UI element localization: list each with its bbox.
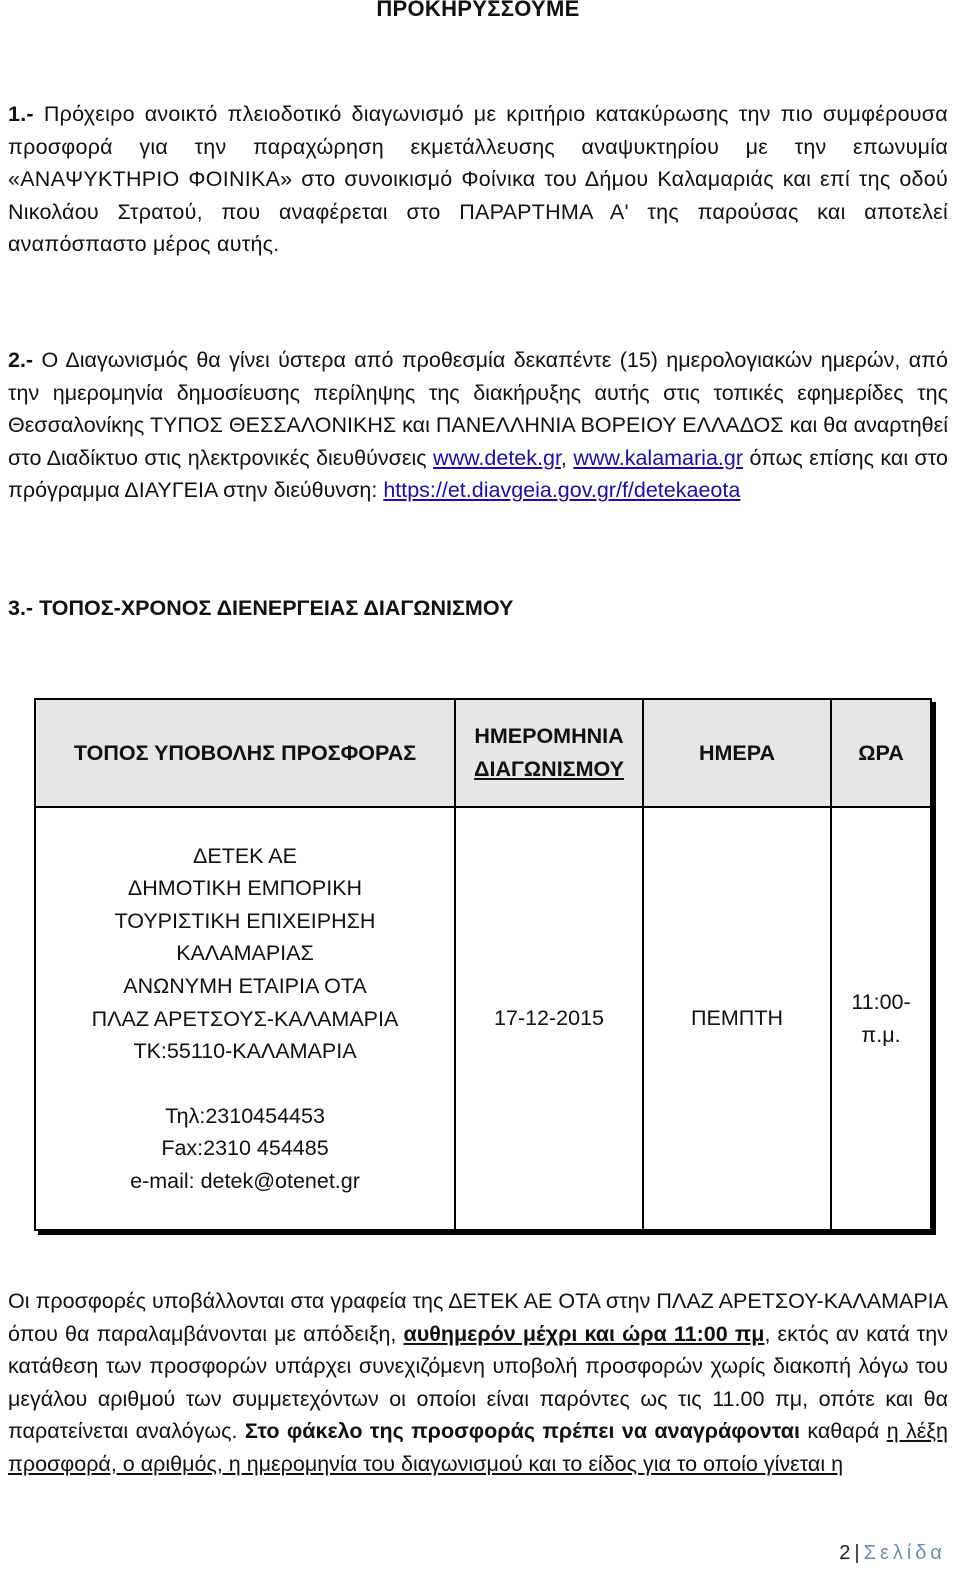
page-title: ΠΡΟΚΗΡΥΣΣΟΥΜΕ <box>376 0 580 21</box>
link-detek[interactable]: www.detek.gr <box>433 445 561 470</box>
place-line: ΚΑΛΑΜΑΡΙΑΣ <box>176 941 314 966</box>
footer-page-word: Σελίδα <box>863 1542 946 1564</box>
contact-phone: Τηλ:2310454453 <box>165 1103 325 1128</box>
header-place: ΤΟΠΟΣ ΥΠΟΒΟΛΗΣ ΠΡΟΣΦΟΡΑΣ <box>35 699 455 807</box>
section-4-text-3: καθαρά <box>807 1419 880 1444</box>
place-line: ΔΗΜΟΤΙΚΗ ΕΜΠΟΡΙΚΗ <box>127 876 363 901</box>
link-comma: , <box>560 445 567 470</box>
cell-time <box>831 807 931 1230</box>
section-3-heading: 3.- ΤΟΠΟΣ-ΧΡΟΝΟΣ ΔΙΕΝΕΡΓΕΙΑΣ ΔΙΑΓΩΝΙΣΜΟΥ <box>8 596 514 620</box>
header-date-line-1: ΗΜΕΡΟΜΗΝΙΑ <box>474 724 624 749</box>
section-4-text-1: Οι προσφορές υποβάλλονται στα γραφεία της ΔΕΤΕΚ ΑΕ ΟΤΑ στην ΠΛΑΖ ΑΡΕΤΣΟΥ-ΚΑΛΑΜΑΡΙΑ όπου θα παραλαμβάνονται με απόδειξη, <box>8 1289 948 1346</box>
section-4-bold: Στο φάκελο της προσφοράς πρέπει να αναγράφονται <box>244 1419 800 1444</box>
section-4-paragraph <box>8 1285 948 1481</box>
cell-place <box>35 807 455 1230</box>
section-2-number: 2.- <box>8 348 34 372</box>
table-header-row <box>35 699 931 807</box>
link-diavgeia[interactable]: https://et.diavgeia.gov.gr/f/detekaeota <box>383 478 741 503</box>
table-row <box>35 807 931 1230</box>
section-2-text-2: όπως επίσης και στο πρόγραμμα ΔΙΑΥΓΕΙΑ στην διεύθυνση: <box>8 445 948 503</box>
cell-date: 17-12-2015 <box>455 807 643 1230</box>
cell-day: ΠΕΜΠΤΗ <box>643 807 831 1230</box>
footer-separator: | <box>854 1542 860 1564</box>
section-2-text: Ο Διαγωνισμός θα γίνει ύστερα από προθεσμία δεκαπέντε (15) ημερολογιακών ημερών, από την ημερομηνία δημοσίευσης περίληψης της διακήρυξης αυτής στις τοπικές εφημερίδες της Θεσσαλονίκης ΤΥΠΟΣ ΘΕΣΣΑΛΟΝΙΚΗΣ και ΠΑΝΕΛΛΗΝΙΑ ΒΟΡΕΙΟΥ ΕΛΛΑΔΟΣ και θα αναρτηθεί στο Διαδίκτυο στις ηλεκτρονικές διευθύνσεις <box>8 348 948 470</box>
place-line: ΔΕΤΕΚ ΑΕ <box>193 843 297 868</box>
section-4-deadline: αυθημερόν μέχρι και ώρα 11:00 πμ <box>403 1321 765 1346</box>
page-number: 2 <box>839 1542 851 1564</box>
header-date-line-2: ΔΙΑΓΩΝΙΣΜΟΥ <box>474 757 624 781</box>
contact-email: e-mail: detek@otenet.gr <box>130 1168 360 1193</box>
header-day: ΗΜΕΡΑ <box>643 699 831 807</box>
place-line: ΠΛΑΖ ΑΡΕΤΣΟΥΣ-ΚΑΛΑΜΑΡΙΑ <box>91 1006 399 1031</box>
page-footer <box>839 1538 946 1568</box>
place-line: ΑΝΩΝΥΜΗ ΕΤΑΙΡΙΑ ΟΤΑ <box>123 973 367 998</box>
section-1-paragraph <box>8 98 948 261</box>
section-2-paragraph <box>8 344 948 507</box>
time-line-2: π.μ. <box>861 1022 901 1047</box>
contact-fax: Fax:2310 454485 <box>161 1136 329 1161</box>
tender-schedule-table <box>34 698 932 1231</box>
section-4-underline: η λέξη προσφορά, ο αριθμός, η ημερομηνία του διαγωνισμού και το είδος για το οποίο γίνεται η <box>8 1419 948 1476</box>
header-time: ΩΡΑ <box>831 699 931 807</box>
section-1-text: Πρόχειρο ανοικτό πλειοδοτικό διαγωνισμό με κριτήριο κατακύρωσης την πιο συμφέρουσα προσφορά για την παραχώρηση εκμετάλλευσης αναψυκτηρίου με την επωνυμία «ΑΝΑΨΥΚΤΗΡΙΟ ΦΟΙΝΙΚΑ» στο συνοικισμό Φοίνικα του Δήμου Καλαμαριάς και επί της οδού Νικολάου Στρατού, που αναφέρεται στο ΠΑΡΑΡΤΗΜΑ Α' της παρούσας και αποτελεί αναπόσπαστο μέρος αυτής. <box>8 102 948 257</box>
place-line: ΤΚ:55110-ΚΑΛΑΜΑΡΙΑ <box>133 1039 357 1064</box>
contact-spacer <box>42 1068 448 1100</box>
link-kalamaria[interactable]: www.kalamaria.gr <box>573 445 744 470</box>
section-1-number: 1.- <box>8 102 34 126</box>
time-line-1: 11:00- <box>851 989 911 1014</box>
section-4-text-2: , εκτός αν κατά την κατάθεση των προσφορών υπάρχει συνεχιζόμενη υποβολή προσφορών χωρίς διακοπή λόγω του μεγάλου αριθμού των συμμετεχόντων οι οποίοι είναι παρόντες ως τις 11.00 πμ, οπότε και θα παρατείνεται αναλόγως. <box>8 1321 948 1444</box>
header-date <box>455 699 643 807</box>
place-line: ΤΟΥΡΙΣΤΙΚΗ ΕΠΙΧΕΙΡΗΣΗ <box>114 908 376 933</box>
